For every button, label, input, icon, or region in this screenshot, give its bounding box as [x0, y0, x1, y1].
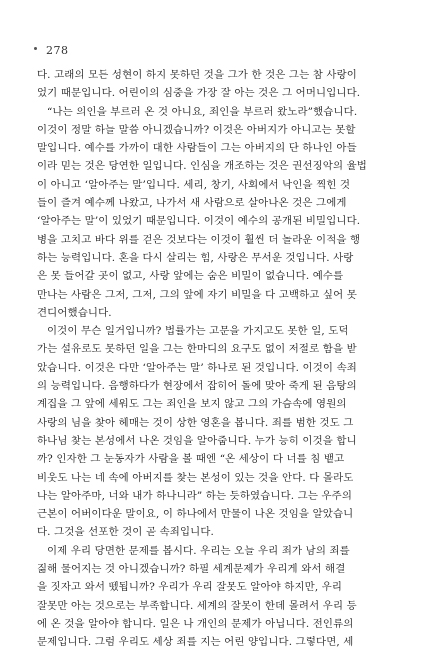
text-line: 잘못만 아는 것으로는 부족합니다. 세계의 잘못이 한데 몰려서 우리 등: [37, 599, 357, 612]
text-line: 다. 고래의 모든 성현이 하지 못하던 것을 그가 한 것은 그는 참 사랑이: [37, 69, 357, 81]
text-line: 사랑의 님을 찾아 헤매는 것이 상한 영혼을 봅니다. 죄를 범한 것도 그: [37, 416, 354, 429]
text-line: 견디어했습니다.: [37, 306, 112, 319]
text-line: 하나님 찾는 본성에서 나온 것임을 알아줍니다. 누가 능히 이것을 합니: [37, 434, 357, 447]
text-line: 았습니다. 이것은 다만 ‘알아주는 말’ 하나로 된 것입니다. 이것이 속죄: [37, 361, 357, 374]
text-line: “나는 의인을 부르러 온 것 아니요, 죄인을 부르러 왔노라”했습니다.: [47, 105, 358, 118]
text-line: 었기 때문입니다. 어린이의 심중을 가장 잘 아는 것은 그 어머니입니다.: [37, 87, 361, 100]
text-line: 에 온 것을 알아야 합니다. 일은 나 개인의 문제가 아닙니다. 전인류의: [37, 617, 354, 630]
text-line: 다. 그것을 선포한 것이 곧 속죄입니다.: [37, 526, 214, 539]
text-line: ‘알아주는 말’이 있었기 때문입니다. 이것이 예수의 공개된 비밀입니다.: [37, 215, 361, 228]
text-line: 계집을 그 앞에 세워도 그는 죄인을 보지 않고 그의 가슴속에 영원의: [37, 398, 347, 411]
paragraph-1: [37, 66, 409, 322]
text-line: 가는 설유로도 못하던 일을 그는 한마디의 요구도 없이 저절로 함을 받: [37, 343, 357, 356]
page-number: 278: [46, 44, 69, 57]
text-line: 이것이 정말 하늘 말씀 아니겠습니까? 이것은 아버지가 아니고는 못할: [37, 123, 356, 136]
text-line: 은 못 들어갈 곳이 없고, 사랑 앞에는 숨은 비밀이 없습니다. 예수를: [37, 270, 344, 283]
paragraph-2: [37, 322, 409, 542]
text-line: 짊해 물어지는 것 아니겠습니까? 하필 세계문제가 우리게 와서 해결: [37, 563, 346, 576]
text-line: 문제입니다. 그럼 우리도 세상 죄를 지는 어린 양입니다. 그렇다면, 세: [37, 636, 354, 649]
text-line: 나는 알아주마, 너와 내가 하나니라” 하는 듯하였습니다. 그는 우주의: [37, 489, 353, 502]
text-line: 의 능력입니다. 음행하다가 현장에서 잡히어 돌에 맞아 죽게 된 음탕의: [37, 380, 357, 393]
text-line: 병을 고치고 바다 위를 걷은 것보다는 이것이 훨씬 더 놀라운 이적을 행: [37, 233, 361, 246]
text-line: 을 짓자고 와서 뗐됩니까? 우리가 우리 잘못도 알아야 하지만, 우리: [37, 581, 343, 594]
text-line: 말입니다. 예수를 가까이 대한 사람들이 그는 아버지의 단 하나인 아들: [37, 142, 357, 155]
paragraph-3: [37, 542, 409, 652]
text-line: 이것이 무슨 일거입니까? 법률가는 고문을 가지고도 못한 일, 도덕: [47, 325, 349, 338]
text-line: 까? 인자한 그 눈동자가 사람을 볼 때엔 “온 세상이 다 너를 침 뱉고: [37, 453, 345, 466]
text-line: 들이 즐겨 예수께 나왔고, 나가서 새 사람으로 살아나온 것은 그에게: [37, 197, 347, 210]
text-line: 이라 믿는 것은 당연한 일입니다. 인심을 개조하는 것은 권선징악의 율법: [37, 160, 367, 173]
text-line: 이 아니고 ‘알아주는 말’입니다. 세리, 창기, 사회에서 낙인을 찍힌 것: [37, 178, 351, 191]
text-line: 비웃도 나는 네 속에 아버지를 찾는 본성이 있는 것을 안다. 다 몰라도: [37, 471, 354, 484]
text-line: 이제 우리 당면한 문제를 봅시다. 우리는 오늘 우리 죄가 남의 죄를: [47, 544, 350, 557]
page-body: [37, 66, 409, 652]
margin-mark: [34, 47, 37, 50]
text-line: 하는 능력입니다. 혼을 다시 살리는 힘, 사랑은 무서운 것입니다. 사랑: [37, 251, 354, 264]
text-line: 만나는 사람은 그저, 그저, 그의 앞에 자기 비밀을 다 고백하고 싶어 못: [37, 288, 357, 301]
text-line: 근본이 어버이다운 말이요, 이 하나에서 만물이 나온 것임을 알았습니: [37, 508, 354, 521]
